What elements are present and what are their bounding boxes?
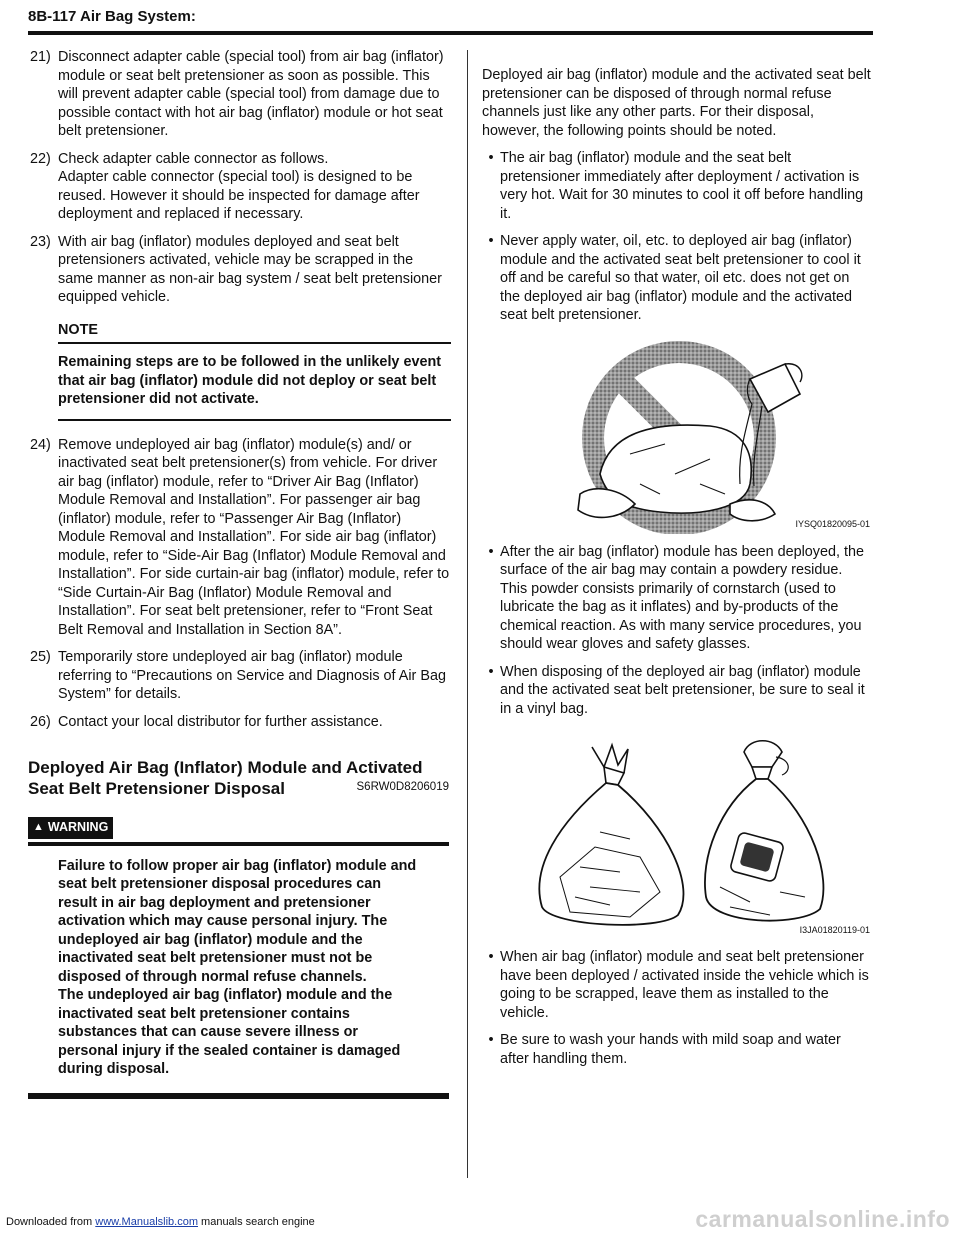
warning-icon: ▲ — [33, 821, 44, 833]
manualslib-link[interactable]: www.Manualslib.com — [95, 1216, 198, 1228]
warning-body: Failure to follow proper air bag (inflator) module and seat belt pretensioner disposal procedures can result in air bag deployment and pretensioner activation which may cause personal injury. The undeployed air bag (inflator) module and the inactivated seat belt pretensioner must not be disposed of through normal refuse channels. The undeployed air bag (inflator) module and the inactivated seat belt pretensioner contains substances that can cause severe illness or personal injury if the sealed container is damaged during disposal. — [58, 857, 417, 1077]
left-column — [28, 48, 451, 1099]
sealed-vinyl-bag-illustration — [500, 727, 872, 939]
step-24 — [30, 436, 451, 640]
step-number: 21) — [30, 49, 51, 65]
right-column — [482, 66, 872, 1077]
step-text: Temporarily store undeployed air bag (inflator) module referring to “Precautions on Service and Diagnosis of Air Bag System” for details. — [58, 649, 446, 702]
step-number: 24) — [30, 436, 51, 453]
bullet-item — [482, 948, 872, 1022]
bullet-dot: • — [488, 1032, 494, 1048]
section-id: S6RW0D8206019 — [356, 781, 449, 793]
bullet-text: Be sure to wash your hands with mild soap and water after handling them. — [500, 1032, 841, 1067]
bullet-dot: • — [488, 150, 494, 166]
figure-code: I3JA01820119-01 — [799, 924, 870, 935]
bullet-text: Never apply water, oil, etc. to deployed air bag (inflator) module and the activated seat belt pretensioner to cool it off and be careful so that water, oil etc. does not get on the deployed air bag (inflator) module and the activated seat belt pretensioner. — [500, 233, 861, 323]
step-text: With air bag (inflator) modules deployed and seat belt pretensioners activated, vehicle may be scrapped in the same manner as non-air bag system / seat belt pretensioner equipped vehicle. — [58, 233, 442, 305]
bullet-dot: • — [488, 663, 494, 680]
note-body: Remaining steps are to be followed in the unlikely event that air bag (inflator) module did not deploy or seat belt pretensioner did not activate. — [58, 344, 451, 421]
step-text: Check adapter cable connector as follows. Adapter cable connector (special tool) is designed to be reused. However it should be inspected for damage after deployment and replaced if necessary. — [58, 150, 420, 222]
column-divider — [467, 50, 468, 1178]
step-text: Contact your local distributor for further assistance. — [58, 713, 383, 730]
bullet-item — [482, 149, 872, 223]
page-header-title: 8B-117 Air Bag System: — [28, 8, 196, 25]
warning-label: WARNING — [47, 820, 109, 834]
figure-code: IYSQ01820095-01 — [795, 519, 870, 529]
step-number: 26) — [30, 713, 51, 730]
step-23 — [30, 233, 451, 307]
bullet-dot: • — [488, 543, 494, 560]
step-22 — [30, 150, 451, 224]
warning-box — [28, 817, 449, 1099]
site-watermark: carmanualsonline.info — [695, 1206, 950, 1232]
download-footer — [6, 1216, 315, 1228]
step-21 — [30, 48, 451, 141]
warning-badge — [28, 817, 113, 839]
bullet-text: After the air bag (inflator) module has been deployed, the surface of the air bag may contain a powdery residue. This powder consists primarily of cornstarch (used to lubricate the bag as it inflates) and by-products of the chemical reaction. As with many service procedures, you should wear gloves and safety glasses. — [500, 543, 864, 652]
note-title: NOTE — [58, 321, 451, 345]
bullet-text: When disposing of the deployed air bag (inflator) module and the activated seat belt pretensioner, be sure to seal it in a vinyl bag. — [500, 663, 865, 717]
bullet-item — [482, 543, 872, 654]
bullet-item — [482, 232, 872, 325]
disposal-intro: Deployed air bag (inflator) module and the activated seat belt pretensioner can be disposed of through normal refuse channels just like any other parts. For their disposal, however, the following points should be noted. — [482, 67, 871, 139]
section-heading — [28, 757, 448, 799]
step-number: 25) — [30, 649, 51, 665]
bullet-dot: • — [488, 949, 494, 965]
figure-no-water — [500, 334, 872, 534]
footer-suffix: manuals search engine — [197, 1216, 315, 1228]
bullet-item — [482, 1031, 872, 1068]
bullet-dot: • — [488, 233, 494, 249]
step-text: Disconnect adapter cable (special tool) from air bag (inflator) module or seat belt pretensioner as soon as possible. This will prevent adapter cable (special tool) from damage due to possible contact with hot air bag (inflator) module or hot seat belt pretensioner. — [58, 49, 444, 139]
bullet-text: The air bag (inflator) module and the seat belt pretensioner immediately after deployment / activation is very hot. Wait for 30 minutes to cool it off before handling it. — [500, 150, 864, 222]
step-26 — [30, 713, 451, 732]
footer-prefix: Downloaded from — [6, 1216, 96, 1228]
warning-bottom-rule — [28, 1093, 449, 1099]
bullet-text: When air bag (inflator) module and seat belt pretensioner have been deployed / activated inside the vehicle which is going to be scrapped, leave them as installed to the vehicle. — [500, 949, 869, 1021]
section-title: Deployed Air Bag (Inflator) Module and Activated Seat Belt Pretensioner Disposal — [28, 758, 423, 798]
no-water-on-airbag-illustration — [500, 334, 872, 534]
header-rule — [28, 31, 873, 35]
step-text: Remove undeployed air bag (inflator) module(s) and/ or inactivated seat belt pretensioner(s) from vehicle. For driver air bag (inflator) module, refer to “Driver Air Bag (Inflator) Module Removal and Installation”. For passenger air bag (inflator) module, refer to “Passenger Air Bag (Inflator) Module Removal and Installation”. For side air bag (inflator) module, refer to “Side-Air Bag (Inflator) Module Removal and Installation”. For side curtain-air bag (inflator) module, refer to “Side Curtain-Air Bag (Inflator) Module Removal and Installation”. For seat belt pretensioner, refer to “Front Seat Belt Removal and Installation in Section 8A”. — [58, 436, 450, 638]
bullet-item — [482, 663, 872, 719]
step-25 — [30, 648, 451, 704]
step-number: 22) — [30, 150, 51, 167]
figure-vinyl-bags — [500, 727, 872, 939]
step-number: 23) — [30, 233, 51, 250]
note-box — [58, 321, 451, 421]
